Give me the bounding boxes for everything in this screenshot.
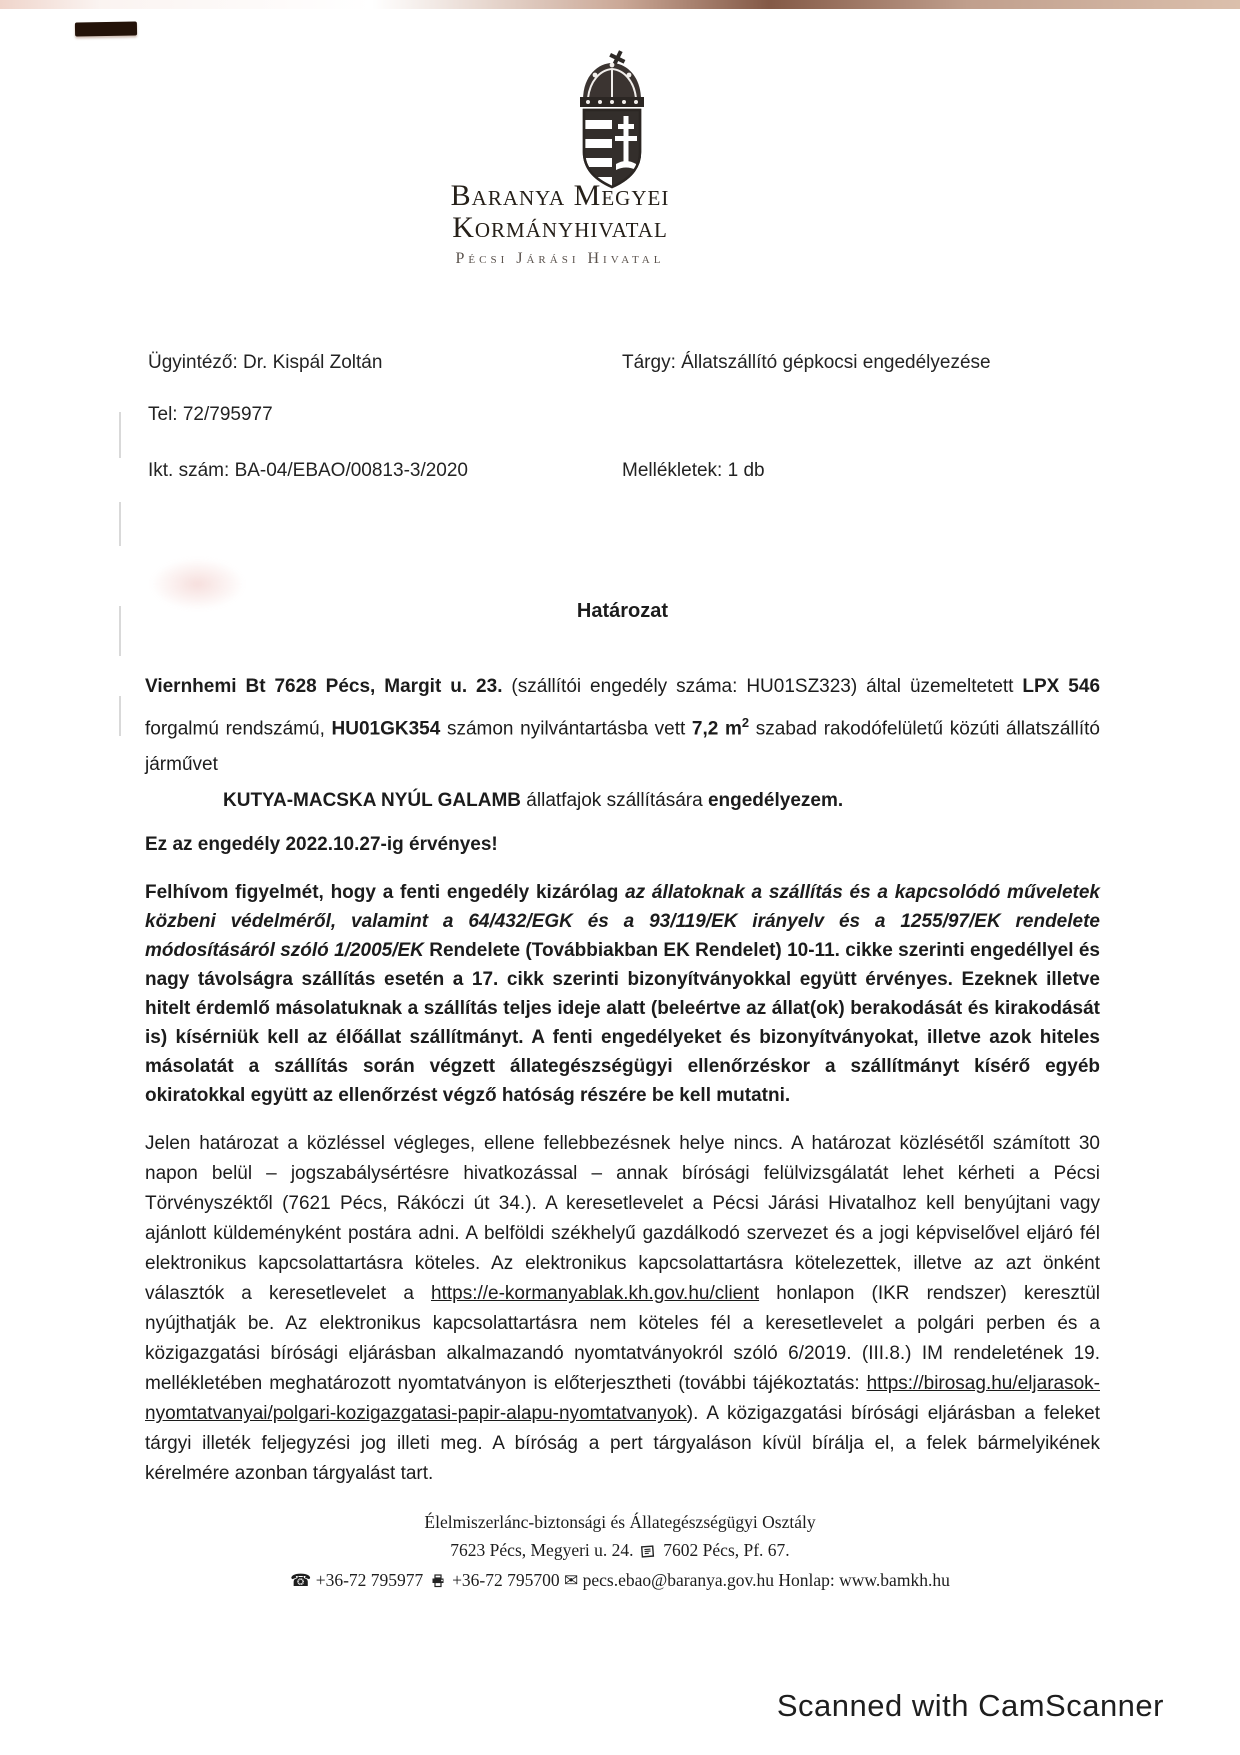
letterhead-org-name — [0, 180, 1120, 244]
species-list: KUTYA-MACSKA NYÚL GALAMB — [223, 790, 522, 812]
org-name-line1: Baranya Megyei — [450, 179, 670, 212]
scan-line-artifact — [119, 412, 121, 458]
footer-contact-block — [20, 1508, 1220, 1596]
letterhead-office-name: Pécsi Járási Hivatal — [455, 250, 665, 267]
caseworker-line: Ügyintéző: Dr. Kispál Zoltán — [148, 352, 383, 373]
decision-title: Határozat — [576, 600, 669, 622]
footer-po-box: 7602 Pécs, Pf. 67. — [663, 1540, 790, 1560]
loading-area: 7,2 m — [691, 718, 742, 740]
camscanner-watermark: Scanned with CamScanner — [776, 1688, 1164, 1723]
decision-verb: engedélyezem. — [707, 790, 844, 812]
letter-icon — [641, 1538, 656, 1566]
scan-line-artifact — [119, 502, 121, 546]
phone-line: Tel: 72/795977 — [148, 404, 273, 425]
fax-icon — [431, 1568, 445, 1596]
scan-line-artifact — [119, 696, 121, 736]
footer-homepage-label: Honlap: — [778, 1570, 835, 1590]
species-line: KUTYA-MACSKA NYÚL GALAMB állatfajok szállítására engedélyezem. — [223, 790, 844, 812]
footer-fax: +36-72 795700 — [452, 1570, 560, 1590]
validity-line: Ez az engedély 2022.10.27-ig érvényes! — [145, 834, 498, 856]
footer-address: 7623 Pécs, Megyeri u. 24. — [450, 1540, 634, 1560]
regulation-citation: az állatoknak a szállítás és a kapcsolódó műveletek közbeni védelméről, valamint a 64/432/EGK és a 93/119/EK irányelv és a 1255/97/EK rendelete módosításáról szóló 1/2005/EK — [145, 882, 1100, 962]
footer-homepage: www.bamkh.hu — [839, 1570, 950, 1590]
subject-line: Tárgy: Állatszállító gépkocsi engedélyezése — [622, 352, 991, 373]
attachments-line: Mellékletek: 1 db — [622, 460, 765, 481]
operator-name: Viernhemi Bt 7628 Pécs, Margit u. 23. — [145, 676, 503, 697]
scan-mark-artifact — [75, 21, 137, 36]
footer-email: pecs.ebao@baranya.gov.hu — [582, 1570, 775, 1590]
footer-department: Élelmiszerlánc-biztonsági és Állategészségügyi Osztály — [424, 1512, 816, 1532]
footer-phone-line — [20, 1566, 1220, 1596]
scan-line-artifact — [119, 606, 121, 656]
birosag-forms-url: https://birosag.hu/eljarasok-nyomtatvanyai/polgari-kozigazgatasi-papir-alapu-nyomtatvanyok — [145, 1373, 1100, 1425]
footer-address-line — [20, 1536, 1220, 1566]
registry-number: HU01GK354 — [331, 718, 441, 740]
ikr-portal-url: https://e-kormanyablak.kh.gov.hu/client — [431, 1283, 760, 1305]
paragraph-legal-remedy: Jelen határozat a közléssel végleges, ellene fellebbezésnek helye nincs. A határozat közlésétől számított 30 napon belül – jogszabálysértésre hivatkozással – annak bírósági felülvizsgálatát lehet kérheti a Pécsi Törvényszéktől (7621 Pécs, Rákóczi út 34.). A keresetlevelet a Pécsi Járási Hivatalhoz kell benyújtani vagy ajánlott küldeményként postára adni. A belföldi székhelyű gazdálkodó szervezet és a jogi képviselővel eljáró fél elektronikus kapcsolattartásra köteles. Az elektronikus kapcsolattartásra kötelezettek, illetve az azt önként választók a keresetlevelet a https://e-kormanyablak.kh.gov.hu/client honlapon (IKR rendszer) keresztül nyújthatják be. Az elektronikus kapcsolattartásra nem köteles fél a keresetlevelet a polgári perben és a közigazgatási bírósági eljárásban alkalmazandó nyomtatványokról szóló 6/2019. (III.8.) IM rendeletének 19. mellékletében meghatározott nyomtatványon is előterjesztheti (további tájékoztatás: https://birosag.hu/eljarasok-nyomtatvanyai/polgari-kozigazgatasi-papir-alapu-nyomtatvanyok). A közigazgatási bírósági eljárásban a feleket tárgyi illeték feljegyzési jog illeti meg. A bíróság a pert tárgyaláson kívül bírálja el, a felek bármelyikének kérelmére azonban tárgyalást tart. — [145, 1133, 1100, 1485]
hungary-coat-of-arms-icon — [566, 48, 658, 192]
decision-body — [145, 600, 1100, 1489]
telephone-icon: ☎ — [290, 1571, 312, 1590]
paragraph-vehicle: Viernhemi Bt 7628 Pécs, Margit u. 23. (szállítói engedély száma: HU01SZ323) által üzemeltetett LPX 546 forgalmú rendszámú, HU01GK354 számon nyilvántartásba vett 7,2 $m^2$ szabad rakodófelületű közúti állatszállító járművet — [145, 676, 1101, 776]
paragraph-regulations: Felhívom figyelmét, hogy a fenti engedély kizárólag az állatoknak a szállítás és a kapcsolódó műveletek közbeni védelméről, valamint a 64/432/EGK és a 93/119/EK irányelv és a 1255/97/EK rendelete módosításáról szóló 1/2005/EK Rendelete (Továbbiakban EK Rendelet) 10-11. cikke szerinti engedéllyel és nagy távolságra szállítás esetén a 17. cikk szerinti bizonyítványokkal együtt érvényes. Ezeknek illetve hitelt érdemlő másolatuknak a szállítás teljes ideje alatt (beleértve az állat(ok) berakodását és kirakodását is) kísérniük kell az élőállat szállítmányt. A fenti engedélyeket és bizonyítványokat, illetve azok hiteles másolatát a szállítás során végzett állategészségügyi ellenőrzéskor a szállítmányt kísérő egyéb okiratokkal együtt az ellenőrzést végző hatóság részére be kell mutatni. — [145, 882, 1100, 1107]
plate-number: LPX 546 — [1022, 676, 1101, 697]
superscript-2: 2 — [741, 715, 750, 730]
reference-number-line: Ikt. szám: BA-04/EBAO/00813-3/2020 — [148, 460, 469, 481]
org-name-line2: Kormányhivatal — [452, 211, 668, 244]
footer-phone: +36-72 795977 — [315, 1570, 424, 1590]
envelope-icon: ✉ — [564, 1571, 579, 1590]
scan-edge-artifact — [0, 0, 1240, 9]
